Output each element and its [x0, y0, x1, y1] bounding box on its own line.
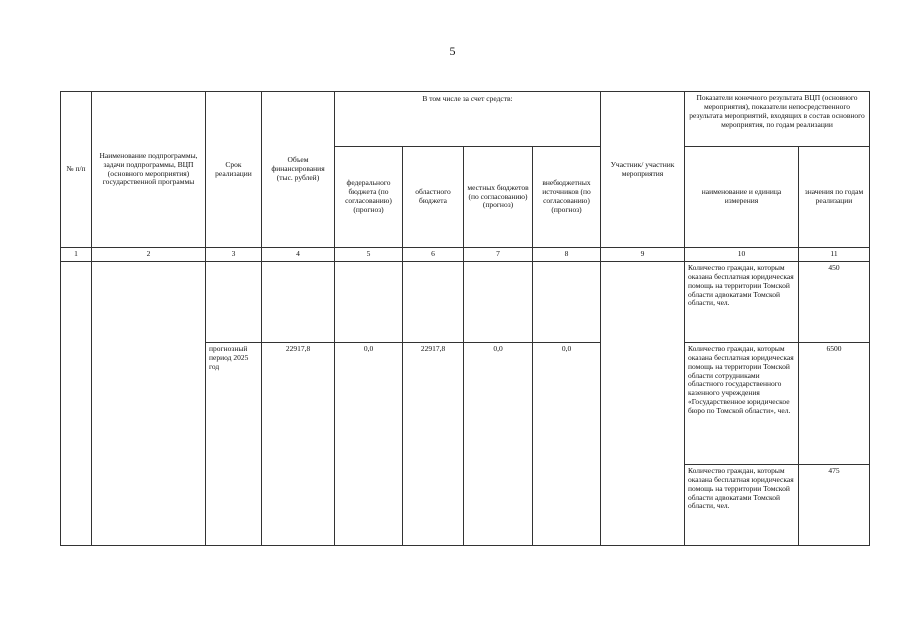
column-number: 9	[601, 248, 685, 262]
header-subprogram-name: Наименование подпрограммы, задачи подпрограммы, ВЦП (основного мероприятия) государственной программы	[92, 92, 206, 248]
column-number: 11	[799, 248, 870, 262]
indicator-value-cell: 450	[799, 262, 870, 343]
local-cell: 0,0	[464, 343, 533, 546]
indicator-name-cell: Количество граждан, которым оказана бесплатная юридическая помощь на территории Томской области адвокатами Томской области, чел.	[685, 465, 799, 546]
header-regional-budget: областного бюджета	[403, 147, 464, 248]
header-indicator-values: значения по годам реализации	[799, 147, 870, 248]
header-extrabudget-sources: внебюджетных источников (по согласованию) (прогноз)	[533, 147, 601, 248]
column-number: 7	[464, 248, 533, 262]
row-name-cell	[92, 262, 206, 546]
header-local-budgets: местных бюджетов (по согласованию) (прогноз)	[464, 147, 533, 248]
header-period: Срок реализации	[206, 92, 262, 248]
header-number: № п/п	[61, 92, 92, 248]
column-number: 4	[262, 248, 335, 262]
period-cell	[206, 262, 262, 343]
column-numbers-row	[61, 248, 870, 262]
indicator-value-cell: 475	[799, 465, 870, 546]
page-number: 5	[449, 44, 456, 58]
indicator-value-cell: 6500	[799, 343, 870, 465]
header-indicator-name: наименование и единица измерения	[685, 147, 799, 248]
regional-cell	[403, 262, 464, 343]
header-federal-budget: федерального бюджета (по согласованию) (прогноз)	[335, 147, 403, 248]
total-cell: 22917,8	[262, 343, 335, 546]
federal-cell: 0,0	[335, 343, 403, 546]
participant-cell	[601, 262, 685, 546]
federal-cell	[335, 262, 403, 343]
regional-cell: 22917,8	[403, 343, 464, 546]
column-number: 8	[533, 248, 601, 262]
header-indicators-group: Показатели конечного результата ВЦП (основного мероприятия), показатели непосредственного результата мероприятий, входящих в состав основного мероприятия, по годам реализации	[685, 92, 870, 147]
header-funding-total: Объем финансирования (тыс. рублей)	[262, 92, 335, 248]
indicator-name-cell: Количество граждан, которым оказана бесплатная юридическая помощь на территории Томской области адвокатами Томской области, чел.	[685, 262, 799, 343]
header-funding-sources-group: В том числе за счет средств:	[335, 92, 601, 147]
column-number: 10	[685, 248, 799, 262]
period-cell: прогнозный период 2025 год	[206, 343, 262, 546]
header-participant: Участник/ участник мероприятия	[601, 92, 685, 248]
extrabudget-cell	[533, 262, 601, 343]
column-number: 6	[403, 248, 464, 262]
column-number: 3	[206, 248, 262, 262]
total-cell	[262, 262, 335, 343]
column-number: 5	[335, 248, 403, 262]
indicator-name-cell: Количество граждан, которым оказана бесплатная юридическая помощь на территории Томской области сотрудниками областного государственного казенного учреждения «Государственное юридическое бюро по Томской области», чел.	[685, 343, 799, 465]
extrabudget-cell: 0,0	[533, 343, 601, 546]
row-number-cell	[61, 262, 92, 546]
column-number: 1	[61, 248, 92, 262]
column-number: 2	[92, 248, 206, 262]
table-row	[61, 262, 870, 343]
local-cell	[464, 262, 533, 343]
report-table	[60, 91, 870, 546]
